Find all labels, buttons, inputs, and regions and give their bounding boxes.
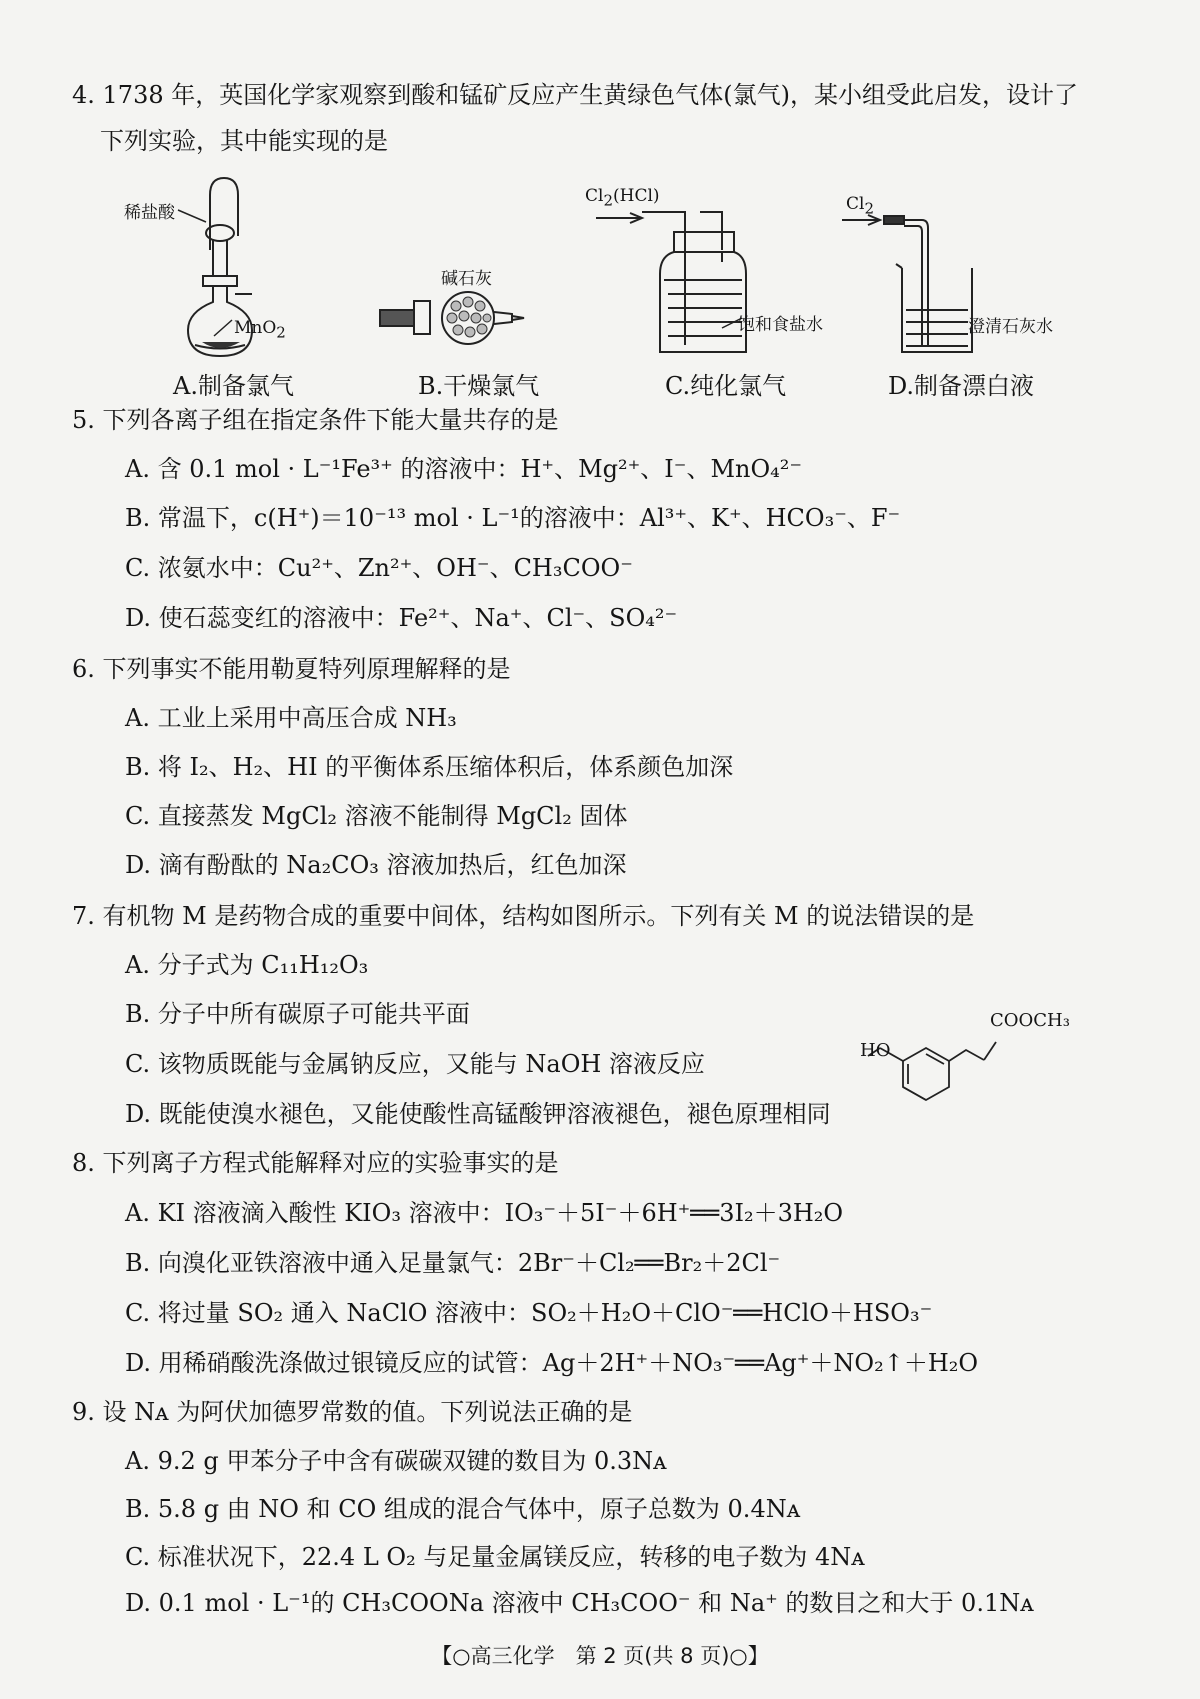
q6-stem: 6. 下列事实不能用勒夏特列原理解释的是 <box>72 655 511 683</box>
caption-d: D.制备漂白液 <box>888 372 1035 400</box>
page-footer: 【○高三化学 第 2 页(共 8 页)○】 <box>431 1644 769 1668</box>
q6-option-d: D. 滴有酚酞的 Na₂CO₃ 溶液加热后，红色加深 <box>125 851 627 879</box>
label-limewater: 澄清石灰水 <box>968 317 1053 337</box>
q9-stem: 9. 设 Nᴀ 为阿伏加德罗常数的值。下列说法正确的是 <box>72 1398 633 1426</box>
q7-option-b: B. 分子中所有碳原子可能共平面 <box>125 1000 470 1028</box>
q6-option-b: B. 将 I₂、H₂、HI 的平衡体系压缩体积后，体系颜色加深 <box>125 753 734 781</box>
q7-option-c: C. 该物质既能与金属钠反应，又能与 NaOH 溶液反应 <box>125 1050 705 1078</box>
caption-a: A.制备氯气 <box>173 372 294 400</box>
q8-option-b: B. 向溴化亚铁溶液中通入足量氯气：2Br⁻＋Cl₂══Br₂＋2Cl⁻ <box>125 1249 781 1277</box>
q6-option-c: C. 直接蒸发 MgCl₂ 溶液不能制得 MgCl₂ 固体 <box>125 802 628 830</box>
label-cl2: $Cl_2$ <box>846 194 874 218</box>
q5-option-b: B. 常温下，c(H⁺)＝10⁻¹³ mol · L⁻¹的溶液中：Al³⁺、K⁺、HCO₃⁻、F⁻ <box>125 504 901 532</box>
q7-option-a: A. 分子式为 C₁₁H₁₂O₃ <box>125 951 369 979</box>
q6-option-a: A. 工业上采用中高压合成 NH₃ <box>125 704 457 732</box>
q8-option-c: C. 将过量 SO₂ 通入 NaClO 溶液中：SO₂＋H₂O＋ClO⁻══HClO＋HSO₃⁻ <box>125 1299 933 1327</box>
q9-option-a: A. 9.2 g 甲苯分子中含有碳碳双键的数目为 0.3Nᴀ <box>125 1447 667 1475</box>
q5-option-a: A. 含 0.1 mol · L⁻¹Fe³⁺ 的溶液中：H⁺、Mg²⁺、I⁻、MnO₄²⁻ <box>125 455 803 483</box>
q9-option-c: C. 标准状况下，22.4 L O₂ 与足量金属镁反应，转移的电子数为 4Nᴀ <box>125 1543 865 1571</box>
label-mno2: MnO$_2$ <box>234 318 286 342</box>
q4-stem-line1: 4. 1738 年，英国化学家观察到酸和锰矿反应产生黄绿色气体(氯气)，某小组受此启发，设计了 <box>72 81 1078 109</box>
q7-option-d: D. 既能使溴水褪色，又能使酸性高锰酸钾溶液褪色，褪色原理相同 <box>125 1100 831 1128</box>
structure-ho-label: HO <box>860 1040 891 1061</box>
q8-stem: 8. 下列离子方程式能解释对应的实验事实的是 <box>72 1149 559 1177</box>
label-saturated-brine: 饱和食盐水 <box>738 315 823 335</box>
q7-stem: 7. 有机物 M 是药物合成的重要中间体，结构如图所示。下列有关 M 的说法错误的是 <box>72 902 975 930</box>
q5-stem: 5. 下列各离子组在指定条件下能大量共存的是 <box>72 406 559 434</box>
structure-cooch3-label: COOCH₃ <box>990 1010 1070 1031</box>
label-soda-lime: 碱石灰 <box>441 269 492 289</box>
q9-option-b: B. 5.8 g 由 NO 和 CO 组成的混合气体中，原子总数为 0.4Nᴀ <box>125 1495 801 1523</box>
caption-b: B.干燥氯气 <box>418 372 540 400</box>
q8-option-a: A. KI 溶液滴入酸性 KIO₃ 溶液中：IO₃⁻＋5I⁻＋6H⁺══3I₂＋3H₂O <box>125 1199 844 1227</box>
label-dilute-hcl: 稀盐酸 <box>124 203 175 223</box>
caption-c: C.纯化氯气 <box>665 372 787 400</box>
q8-option-d: D. 用稀硝酸洗涤做过银镜反应的试管：Ag＋2H⁺＋NO₃⁻══Ag⁺＋NO₂↑＋H₂O <box>125 1349 979 1377</box>
label-cl2-hcl: $Cl_2(HCl)$ <box>585 186 660 210</box>
q5-option-c: C. 浓氨水中：Cu²⁺、Zn²⁺、OH⁻、CH₃COO⁻ <box>125 554 633 582</box>
q4-stem-line2: 下列实验，其中能实现的是 <box>100 127 388 155</box>
q9-option-d: D. 0.1 mol · L⁻¹的 CH₃COONa 溶液中 CH₃COO⁻ 和 Na⁺ 的数目之和大于 0.1Nᴀ <box>125 1589 1034 1617</box>
q5-option-d: D. 使石蕊变红的溶液中：Fe²⁺、Na⁺、Cl⁻、SO₄²⁻ <box>125 604 678 632</box>
